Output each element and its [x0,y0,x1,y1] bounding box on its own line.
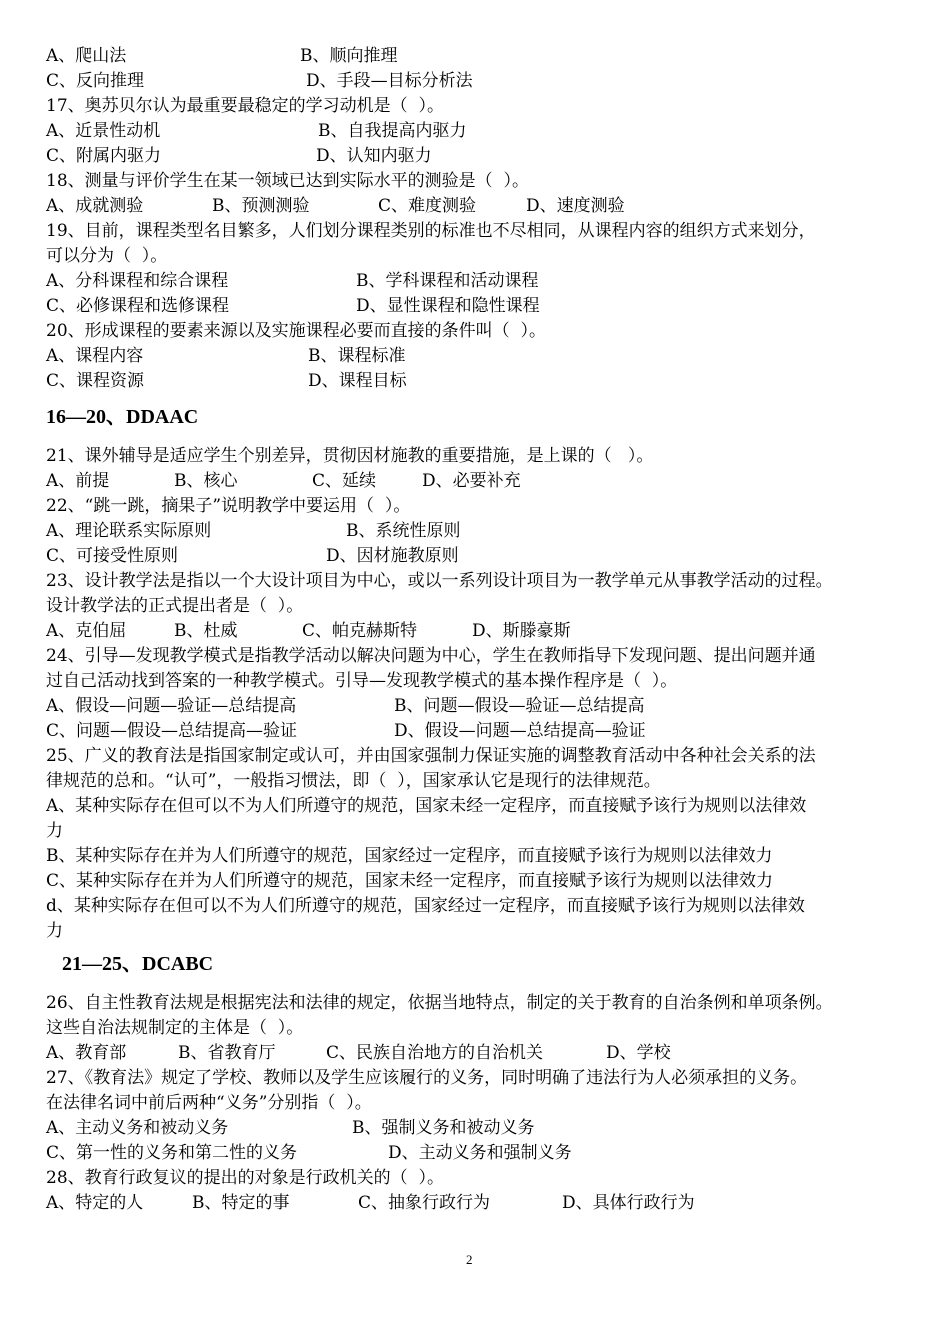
q27-option-b: B、强制义务和被动义务 [352,1118,535,1138]
q27-option-a: A、主动义务和被动义务 [46,1118,229,1138]
q17-option-d: D、认知内驱力 [316,146,432,166]
q19-stem-line2: 可以分为（ ）。 [46,246,168,266]
q19-option-c: C、必修课程和选修课程 [46,296,230,316]
q25-option-b: B、某种实际存在并为人们所遵守的规范，国家经过一定程序，而直接赋予该行为规则以法律效力 [46,846,773,866]
q18-option-d: D、速度测验 [526,196,625,216]
q28-stem: 28、教育行政复议的提出的对象是行政机关的（ ）。 [46,1168,444,1188]
q27-option-d: D、主动义务和强制义务 [388,1143,572,1163]
q20-stem: 20、形成课程的要素来源以及实施课程必要而直接的条件叫（ ）。 [46,321,546,341]
q28-option-c: C、抽象行政行为 [358,1193,491,1213]
q26-option-b: B、省教育厅 [178,1043,276,1063]
q16-option-c: C、反向推理 [46,71,145,91]
q25-option-d-line1: d、某种实际存在但可以不为人们所遵守的规范，国家经过一定程序，而直接赋予该行为规则以法律效 [46,896,805,916]
q18-option-c: C、难度测验 [378,196,477,216]
q23-option-c: C、帕克赫斯特 [302,621,418,641]
q26-stem-line1: 26、自主性教育法规是根据宪法和法律的规定，依据当地特点，制定的关于教育的自治条例和单项条例。 [46,993,833,1013]
answer-key-21-25: 21—25、DCABC [62,953,214,975]
q25-option-a-line2: 力 [46,821,63,841]
q26-option-c: C、民族自治地方的自治机关 [326,1043,544,1063]
q24-option-a: A、假设—问题—验证—总结提高 [46,696,297,716]
q18-option-a: A、成就测验 [46,196,144,216]
q22-option-c: C、可接受性原则 [46,546,179,566]
q21-stem: 21、课外辅导是适应学生个别差异，贯彻因材施教的重要措施，是上课的（ ）。 [46,446,654,466]
q24-option-c: C、问题—假设—总结提高—验证 [46,721,298,741]
q20-option-b: B、课程标准 [308,346,406,366]
q27-stem-line1: 27、《教育法》规定了学校、教师以及学生应该履行的义务，同时明确了违法行为人必须承担的义务。 [46,1068,808,1088]
q24-stem-line2: 过自己活动找到答案的一种教学模式。引导—发现教学模式的基本操作程序是（ ）。 [46,671,678,691]
q24-option-d: D、假设—问题—总结提高—验证 [394,721,646,741]
q16-option-a: A、爬山法 [46,46,127,66]
q23-stem-line2: 设计教学法的正式提出者是（ ）。 [46,596,304,616]
answer-key-16-20: 16—20、DDAAC [46,406,199,428]
q25-stem-line1: 25、广义的教育法是指国家制定或认可，并由国家强制力保证实施的调整教育活动中各种社会关系的法 [46,746,816,766]
q19-option-d: D、显性课程和隐性课程 [356,296,540,316]
q17-stem: 17、奥苏贝尔认为最重要最稳定的学习动机是（ ）。 [46,96,444,116]
q19-stem-line1: 19、目前，课程类型名目繁多，人们划分课程类别的标准也不尽相同，从课程内容的组织方式来划分， [46,221,816,241]
q26-option-a: A、教育部 [46,1043,127,1063]
q20-option-d: D、课程目标 [308,371,407,391]
q26-option-d: D、学校 [606,1043,671,1063]
q23-option-d: D、斯滕豪斯 [472,621,571,641]
q18-stem: 18、测量与评价学生在某一领域已达到实际水平的测验是（ ）。 [46,171,529,191]
q25-option-a-line1: A、某种实际存在但可以不为人们所遵守的规范，国家未经一定程序，而直接赋予该行为规则以法律效 [46,796,807,816]
q23-stem-line1: 23、设计教学法是指以一个大设计项目为中心，或以一系列设计项目为一教学单元从事教学活动的过程。 [46,571,833,591]
q21-option-d: D、必要补充 [422,471,521,491]
q22-option-a: A、理论联系实际原则 [46,521,212,541]
q21-option-b: B、核心 [174,471,238,491]
q21-option-a: A、前提 [46,471,110,491]
q23-option-b: B、杜威 [174,621,238,641]
q19-option-b: B、学科课程和活动课程 [356,271,539,291]
q25-option-c: C、某种实际存在并为人们所遵守的规范，国家未经一定程序，而直接赋予该行为规则以法律效力 [46,871,774,891]
q23-option-a: A、克伯屈 [46,621,127,641]
page-number: 2 [466,1252,473,1267]
q27-option-c: C、第一性的义务和第二性的义务 [46,1143,298,1163]
q26-stem-line2: 这些自治法规制定的主体是（ ）。 [46,1018,304,1038]
q16-option-d: D、手段—目标分析法 [306,71,473,91]
q20-option-c: C、课程资源 [46,371,145,391]
q17-option-c: C、附属内驱力 [46,146,162,166]
q20-option-a: A、课程内容 [46,346,144,366]
q25-stem-line2: 律规范的总和。“认可”，一般指习惯法，即（ ），国家承认它是现行的法律规范。 [46,771,661,791]
q28-option-b: B、特定的事 [192,1193,290,1213]
q24-stem-line1: 24、引导—发现教学模式是指教学活动以解决问题为中心，学生在教师指导下发现问题、提出问题并通 [46,646,816,666]
q25-option-d-line2: 力 [46,921,63,941]
q18-option-b: B、预测测验 [212,196,310,216]
q16-option-b: B、顺向推理 [300,46,398,66]
q22-option-d: D、因材施教原则 [326,546,459,566]
q24-option-b: B、问题—假设—验证—总结提高 [394,696,645,716]
q27-stem-line2: 在法律名词中前后两种“义务”分别指（ ）。 [46,1093,372,1113]
q28-option-a: A、特定的人 [46,1193,144,1213]
q17-option-b: B、自我提高内驱力 [318,121,467,141]
q22-stem: 22、“跳一跳，摘果子”说明教学中要运用（ ）。 [46,496,411,516]
q28-option-d: D、具体行政行为 [562,1193,695,1213]
q17-option-a: A、近景性动机 [46,121,161,141]
q21-option-c: C、延续 [312,471,377,491]
q19-option-a: A、分科课程和综合课程 [46,271,229,291]
q22-option-b: B、系统性原则 [346,521,461,541]
